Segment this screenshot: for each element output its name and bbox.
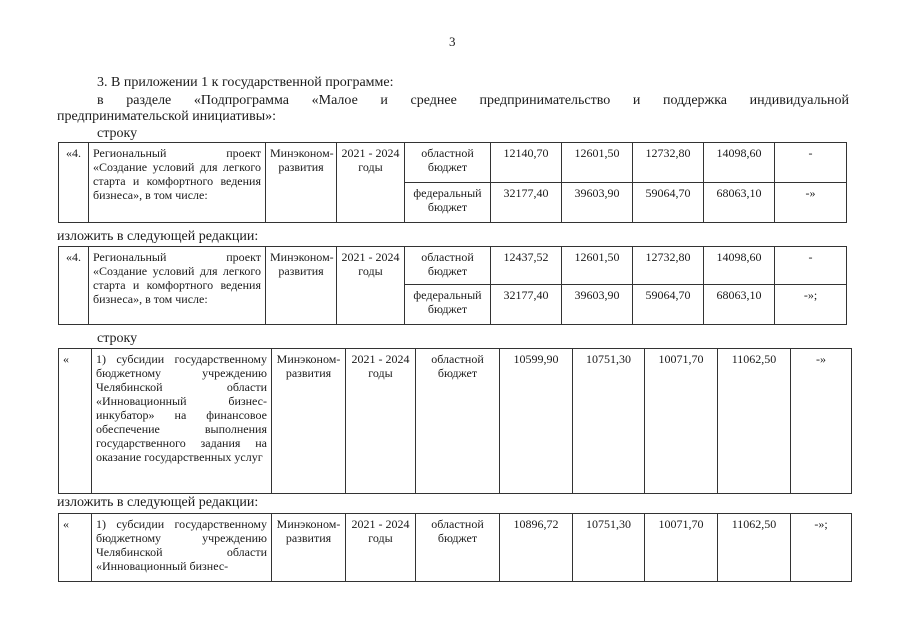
measure-name: 1) субсидии государственному бюджетному учреждению Челябинской области «Инновационный бизнес-инкубатор» на финансовое обеспечение выполнения государственного задания на оказание государственных услуг xyxy=(92,349,272,494)
funding-source: областной бюджет xyxy=(416,349,500,494)
funding-source: областной бюджет xyxy=(405,247,491,285)
measure-name: 1) субсидии государственному бюджетному учреждению Челябинской области «Инновационный бизнес- xyxy=(92,514,272,582)
funding-source: федеральный бюджет xyxy=(405,183,491,223)
label-stroku: строку xyxy=(97,126,138,141)
value-cell: 39603,90 xyxy=(562,183,633,223)
table-old-row-4 xyxy=(58,142,847,223)
intro-text-continuation: предпринимательской инициативы»: xyxy=(57,109,277,124)
executor: Минэконом-развития xyxy=(266,143,337,223)
intro-text-line: в разделе «Подпрограмма «Малое и среднее предпринимательство и поддержка индивидуальной xyxy=(97,93,849,108)
row-number: « xyxy=(59,349,92,494)
row-number: «4. xyxy=(59,247,89,325)
value-cell: 10071,70 xyxy=(645,349,718,494)
measure-name: Региональный проект «Создание условий для легкого старта и комфортного ведения бизнеса», в том числе: xyxy=(89,143,266,223)
value-cell: 59064,70 xyxy=(633,285,704,325)
value-cell: 68063,10 xyxy=(704,183,775,223)
value-cell: -» xyxy=(791,349,852,494)
table-new-subsidy-row xyxy=(58,513,852,582)
funding-source: федеральный бюджет xyxy=(405,285,491,325)
value-cell: 68063,10 xyxy=(704,285,775,325)
page-number: 3 xyxy=(449,34,456,49)
value-cell: 14098,60 xyxy=(704,143,775,183)
executor: Минэконом-развития xyxy=(272,514,346,582)
value-cell: 10071,70 xyxy=(645,514,718,582)
value-cell: 11062,50 xyxy=(718,349,791,494)
funding-source: областной бюджет xyxy=(416,514,500,582)
executor: Минэконом-развития xyxy=(272,349,346,494)
period: 2021 - 2024 годы xyxy=(346,514,416,582)
value-cell: 10751,30 xyxy=(573,514,645,582)
value-cell: 32177,40 xyxy=(491,183,562,223)
value-cell: 12437,52 xyxy=(491,247,562,285)
period: 2021 - 2024 годы xyxy=(346,349,416,494)
value-cell: - xyxy=(775,143,847,183)
value-cell: 59064,70 xyxy=(633,183,704,223)
label-stroku: строку xyxy=(97,331,138,346)
label-izlozhit: изложить в следующей редакции: xyxy=(57,229,259,244)
value-cell: 12601,50 xyxy=(562,143,633,183)
value-cell: 10599,90 xyxy=(500,349,573,494)
table-old-subsidy-row xyxy=(58,348,852,494)
funding-source: областной бюджет xyxy=(405,143,491,183)
value-cell: -»; xyxy=(775,285,847,325)
measure-name: Региональный проект «Создание условий для легкого старта и комфортного ведения бизнеса», в том числе: xyxy=(89,247,266,325)
value-cell: 39603,90 xyxy=(562,285,633,325)
row-number: « xyxy=(59,514,92,582)
intro-heading: 3. В приложении 1 к государственной программе: xyxy=(97,75,394,90)
value-cell: -» xyxy=(775,183,847,223)
value-cell: 12732,80 xyxy=(633,247,704,285)
value-cell: 12140,70 xyxy=(491,143,562,183)
value-cell: 10751,30 xyxy=(573,349,645,494)
table-new-row-4 xyxy=(58,246,847,325)
period: 2021 - 2024 годы xyxy=(337,247,405,325)
value-cell: 10896,72 xyxy=(500,514,573,582)
value-cell: 12732,80 xyxy=(633,143,704,183)
value-cell: -»; xyxy=(791,514,852,582)
period: 2021 - 2024 годы xyxy=(337,143,405,223)
value-cell: - xyxy=(775,247,847,285)
value-cell: 12601,50 xyxy=(562,247,633,285)
executor: Минэконом-развития xyxy=(266,247,337,325)
value-cell: 32177,40 xyxy=(491,285,562,325)
label-izlozhit: изложить в следующей редакции: xyxy=(57,495,259,510)
row-number: «4. xyxy=(59,143,89,223)
value-cell: 11062,50 xyxy=(718,514,791,582)
value-cell: 14098,60 xyxy=(704,247,775,285)
